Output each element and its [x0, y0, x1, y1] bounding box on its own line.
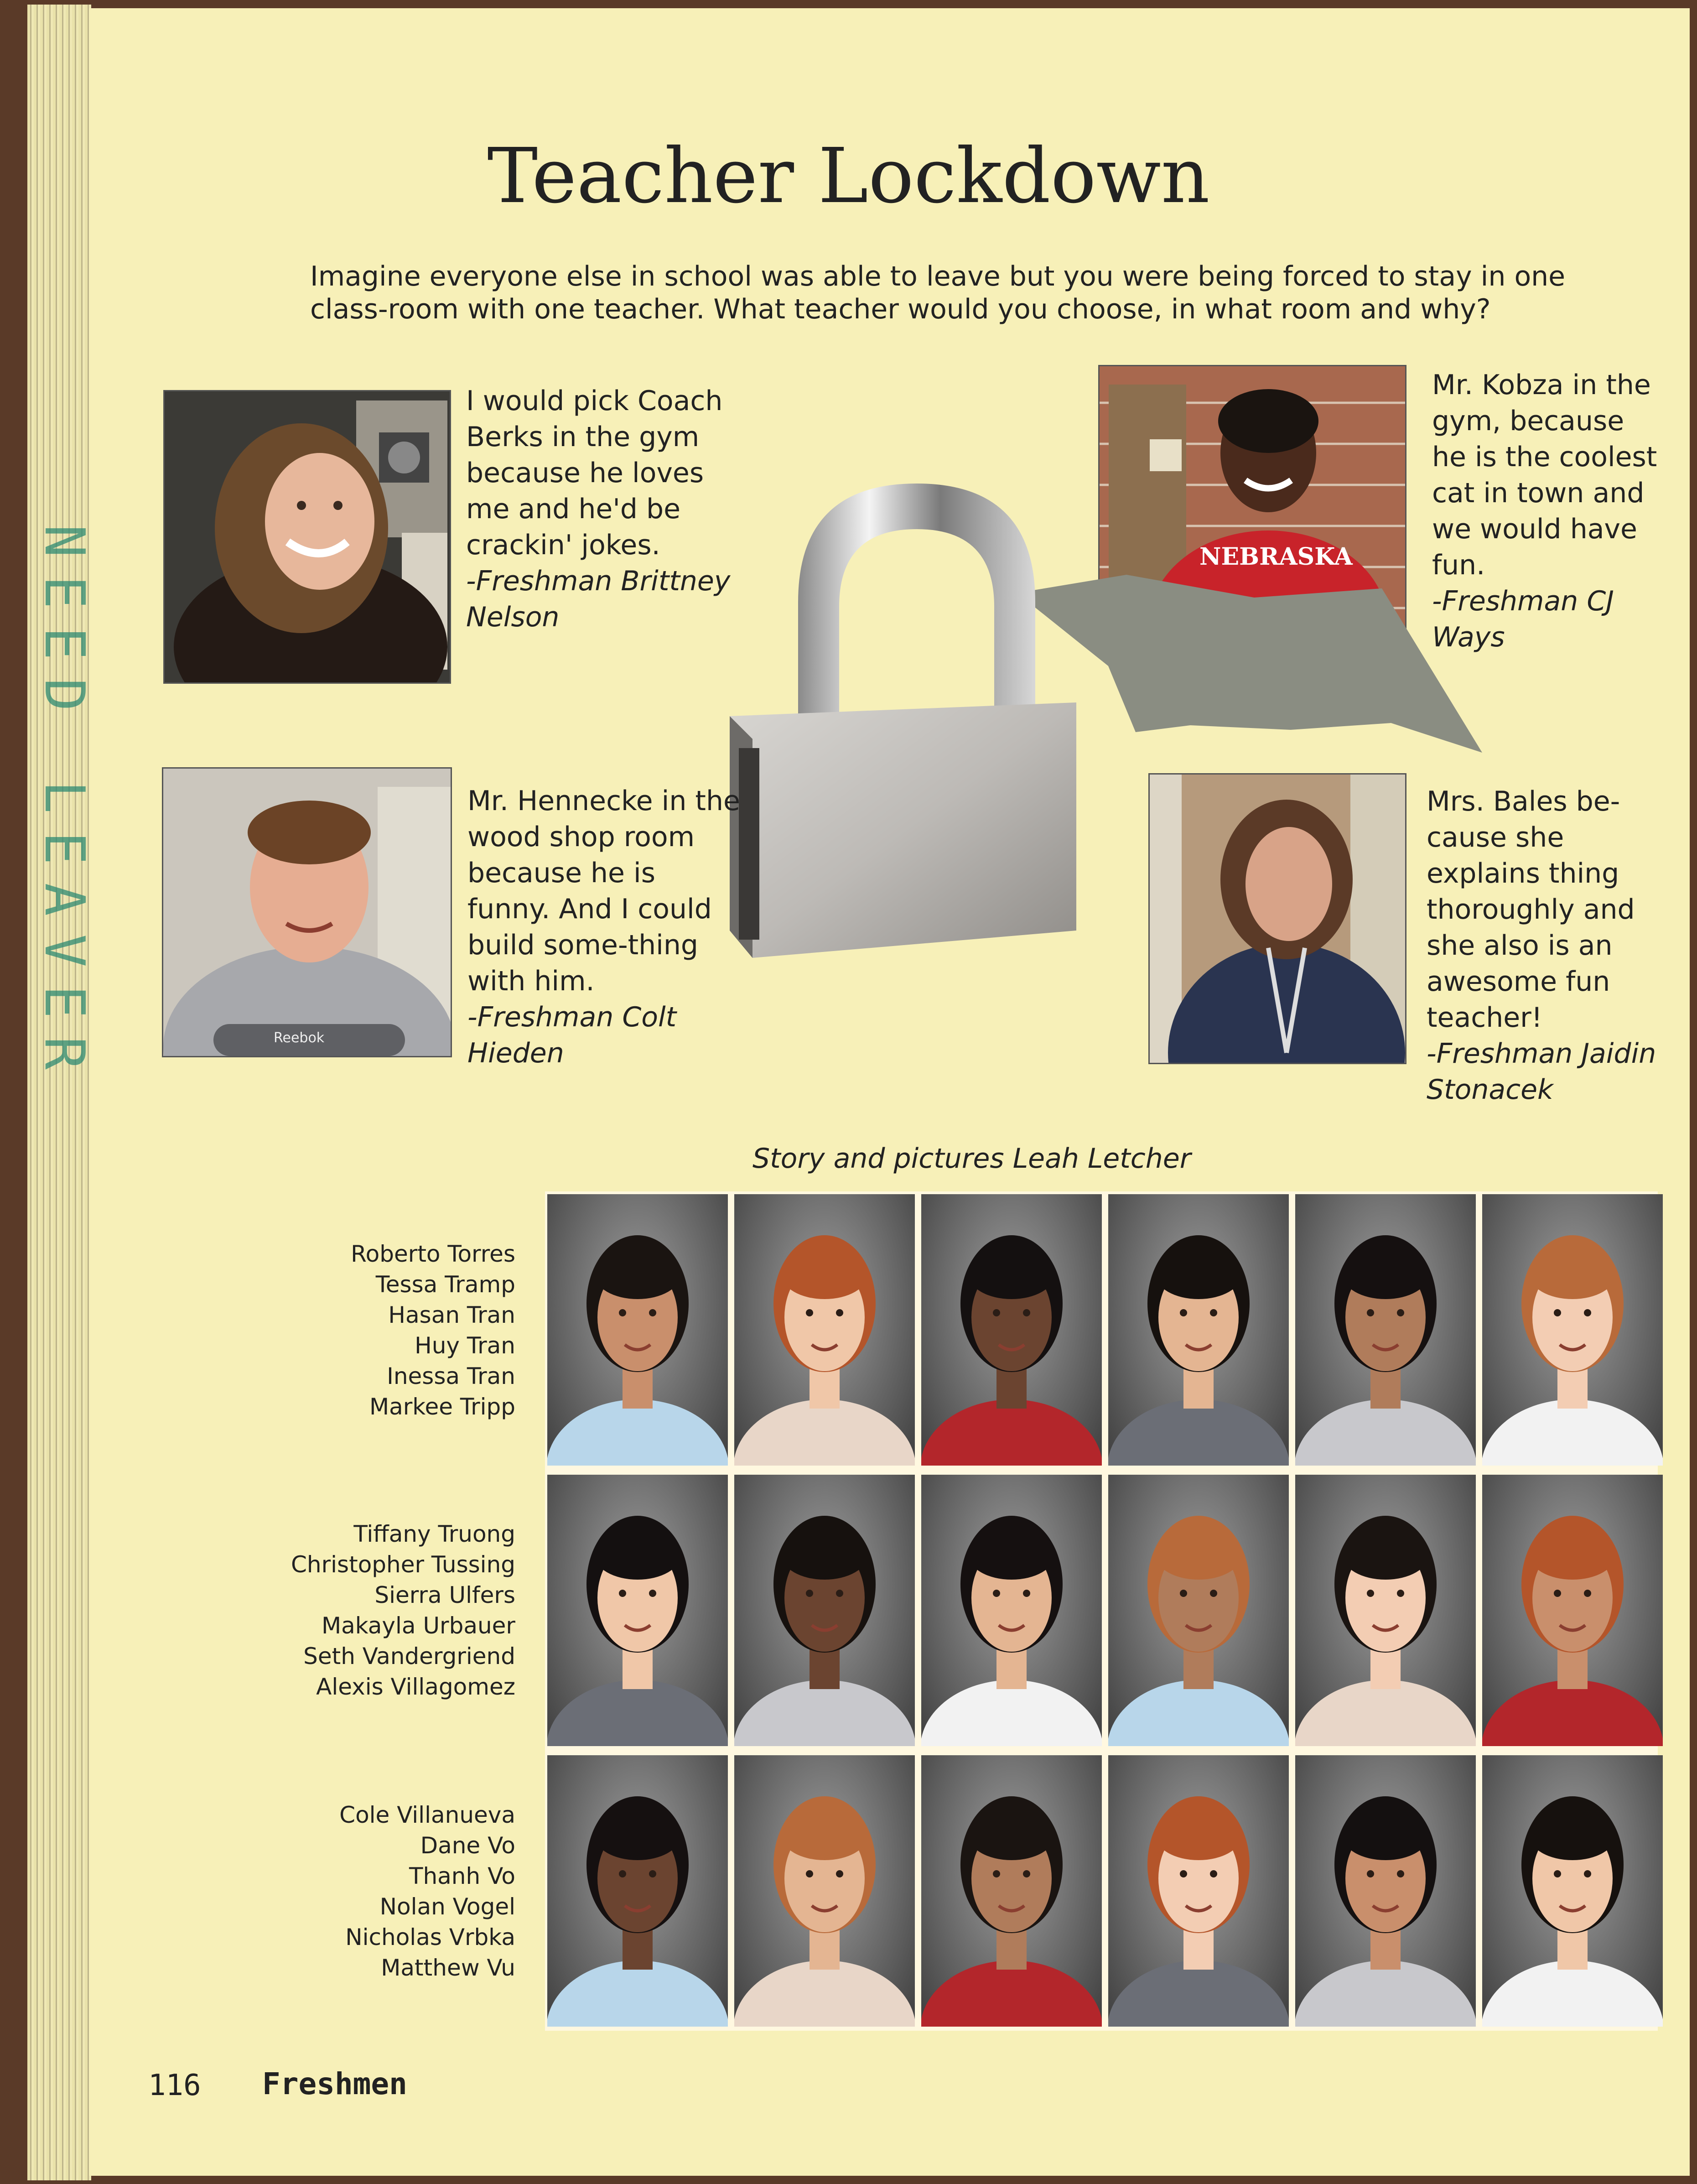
quote-author: -Freshman Colt Hieden: [467, 1001, 677, 1069]
quote-colt-hieden: [467, 783, 741, 1071]
student-portrait: [921, 1755, 1102, 2027]
student-name: Tiffany Truong: [353, 1521, 515, 1547]
portrait-figure: [921, 1194, 1102, 1466]
student-portrait: [734, 1194, 915, 1466]
student-name: Alexis Villagomez: [316, 1674, 515, 1700]
photo-jaidin-stonacek: [1148, 773, 1406, 1064]
student-portrait: [1108, 1475, 1289, 1746]
student-name: Nolan Vogel: [379, 1893, 515, 1920]
portrait-figure: [1482, 1755, 1663, 2027]
student-portrait: [1482, 1475, 1663, 1746]
student-name: Seth Vandergriend: [303, 1643, 515, 1669]
student-portrait: [1295, 1194, 1476, 1466]
student-portrait: [1108, 1755, 1289, 2027]
page-title: Teacher Lockdown: [487, 132, 1210, 220]
student-portrait: [547, 1475, 728, 1746]
portrait-figure: [547, 1475, 728, 1746]
student-portrait: [921, 1475, 1102, 1746]
photo-jaidin-stonacek-image: [1150, 775, 1405, 1063]
student-name: Cole Villanueva: [339, 1802, 515, 1828]
page-edge-stack: [27, 5, 91, 2180]
student-portrait: [921, 1194, 1102, 1466]
portrait-figure: [547, 1755, 728, 2027]
quote-author: -Freshman Jaidin Stonacek: [1427, 1038, 1656, 1106]
portrait-figure: [1295, 1475, 1476, 1746]
student-name: Tessa Tramp: [375, 1271, 515, 1298]
student-name: Dane Vo: [420, 1832, 515, 1859]
student-portrait: [734, 1755, 915, 2027]
portrait-figure: [734, 1755, 915, 2027]
quote-jaidin-stonacek: [1427, 784, 1659, 1108]
portrait-figure: [1295, 1194, 1476, 1466]
portrait-figure: [734, 1475, 915, 1746]
student-name: Thanh Vo: [409, 1863, 515, 1889]
name-list-row-2: [196, 1519, 515, 1702]
photo-colt-hieden: [162, 767, 452, 1057]
portrait-figure: [547, 1194, 728, 1466]
student-name: Makayla Urbauer: [321, 1612, 515, 1639]
student-name: Markee Tripp: [369, 1394, 515, 1420]
portrait-figure: [1295, 1755, 1476, 2027]
student-name: Huy Tran: [415, 1332, 515, 1359]
student-name: Nicholas Vrbka: [345, 1924, 515, 1950]
portrait-figure: [1108, 1194, 1289, 1466]
padlock-image: [725, 474, 1099, 967]
student-portrait: [547, 1755, 728, 2027]
student-name: Hasan Tran: [388, 1302, 515, 1328]
shirt-text-reebok: Reebok: [274, 1030, 325, 1046]
student-portrait: [1482, 1755, 1663, 2027]
quote-brittney: [466, 383, 740, 635]
portrait-figure: [921, 1755, 1102, 2027]
portrait-figure: [1482, 1194, 1663, 1466]
portrait-figure: [734, 1194, 915, 1466]
student-portrait: [734, 1475, 915, 1746]
name-list-row-1: [196, 1239, 515, 1422]
photo-brittney-image: [165, 391, 450, 682]
portrait-figure: [921, 1475, 1102, 1746]
student-portrait: [1482, 1194, 1663, 1466]
portrait-figure: [1108, 1755, 1289, 2027]
portrait-figure: [1482, 1475, 1663, 1746]
photo-credit: Story and pictures Leah Letcher: [752, 1143, 1191, 1175]
student-portrait: [1108, 1194, 1289, 1466]
student-name: Roberto Torres: [351, 1241, 515, 1267]
quote-text: Mr. Kobza in the gym, because he is the coolest cat in town and we would have fun.: [1432, 369, 1657, 581]
student-portrait: [1295, 1755, 1476, 2027]
shirt-text-nebraska: NEBRASKA: [1199, 543, 1353, 571]
student-name: Inessa Tran: [387, 1363, 515, 1389]
portrait-figure: [1108, 1475, 1289, 1746]
quote-cj-ways: [1432, 367, 1660, 655]
photo-colt-hieden-image: [163, 769, 451, 1056]
student-portrait: [1295, 1475, 1476, 1746]
spine-handwriting: [68, 525, 96, 1088]
student-name: Christopher Tussing: [291, 1551, 515, 1578]
quote-author: -Freshman Brittney Nelson: [466, 565, 731, 633]
student-name: Sierra Ulfers: [374, 1582, 515, 1608]
intro-paragraph: Imagine everyone else in school was able to leave but you were being forced to stay in one class-room with one teacher. What teacher would you choose, in what room and why?: [310, 260, 1566, 325]
section-name: Freshmen: [262, 2066, 407, 2101]
name-list-row-3: [196, 1800, 515, 1983]
quote-author: -Freshman CJ Ways: [1432, 585, 1614, 653]
student-portrait: [547, 1194, 728, 1466]
page-number: 116: [148, 2069, 201, 2102]
quote-text: Mr. Hennecke in the wood shop room because he is funny. And I could build some-thing with him.: [467, 785, 740, 997]
quote-text: Mrs. Bales be-cause she explains thing thoroughly and she also is an awesome fun teacher!: [1427, 785, 1635, 1034]
student-name: Matthew Vu: [381, 1955, 515, 1981]
quote-text: I would pick Coach Berks in the gym because he loves me and he'd be crackin' jokes.: [466, 385, 723, 561]
photo-brittney: [163, 390, 451, 684]
